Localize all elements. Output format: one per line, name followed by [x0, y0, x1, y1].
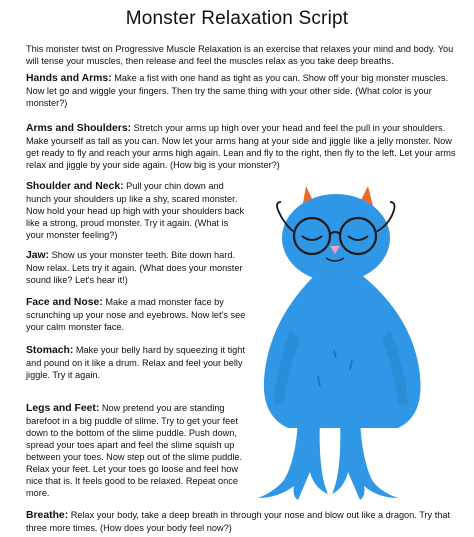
section-heading: Jaw:	[26, 250, 50, 261]
section-arms-shoulders	[26, 122, 458, 171]
section-text: Make a mad monster face by scrunching up your nose and eyebrows. Now let's see your calm monster face.	[26, 297, 246, 332]
section-heading: Hands and Arms:	[26, 73, 112, 84]
section-heading: Face and Nose:	[26, 297, 103, 308]
section-jaw	[26, 249, 248, 286]
section-text: Pull your chin down and hunch your shoulders up like a shy, scared monster. Now hold your head up high with your shoulders back like a strong, proud monster. Try it again. (What is your monster feeling?)	[26, 181, 245, 240]
section-face-nose	[26, 296, 248, 333]
section-text: Make your belly hard by squeezing it tight and pound on it like a drum. Relax and feel your belly jiggle. Try it again.	[26, 345, 245, 380]
section-stomach	[26, 344, 248, 381]
monster-left-leg	[258, 420, 328, 500]
monster-illustration	[248, 180, 458, 500]
section-heading: Shoulder and Neck:	[26, 181, 124, 192]
monster-head	[282, 194, 390, 282]
section-text: Make a fist with one hand as tight as you can. Show off your big monster muscles. Now let go and wiggle your fingers. Then try the same thing with your other side. (What color is your monster?)	[26, 73, 449, 108]
section-shoulder-neck	[26, 180, 248, 241]
section-text: Now pretend you are standing barefoot in a big puddle of slime. Try to get your feet down to the bottom of the slime puddle. Push down, spread your toes apart and feel the slime squish up between your toes. Now step out of the slime puddle. Relax your feet. Let your toes go loose and feel how nice that is. It feels good to be relaxed. Repeat once more.	[26, 403, 243, 498]
section-text: Stretch your arms up high over your head and feel the pull in your shoulders. Make yourself as tall as you can. Now let your arms hang at your side and jiggle like a jelly monster. Now get ready to fly and reach your arms high again. Lean and fly to the right, then fly to the left. Let your arms relax and jiggle by your side again. (How big is your monster?)	[26, 123, 456, 170]
section-legs-feet	[26, 402, 248, 499]
section-heading: Legs and Feet:	[26, 403, 100, 414]
page-title: Monster Relaxation Script	[125, 8, 349, 29]
section-text: Show us your monster teeth. Bite down hard. Now relax. Lets try it again. (What does your monster sound like? Let's hear it!)	[26, 250, 243, 285]
section-heading: Arms and Shoulders:	[26, 123, 132, 134]
section-heading: Breathe:	[26, 510, 69, 521]
section-heading: Stomach:	[26, 345, 74, 356]
intro-paragraph: This monster twist on Progressive Muscle Relaxation is an exercise that relaxes your mind and body. You will tense your muscles, then release and feel the muscles relax as you take deep breaths.	[26, 44, 454, 66]
section-breathe	[26, 509, 458, 534]
section-text: Relax your body, take a deep breath in through your nose and blow out like a dragon. Try that three more times. (How does your body feel now?)	[26, 510, 451, 533]
monster-right-leg	[332, 420, 398, 500]
section-hands-arms	[26, 72, 458, 109]
